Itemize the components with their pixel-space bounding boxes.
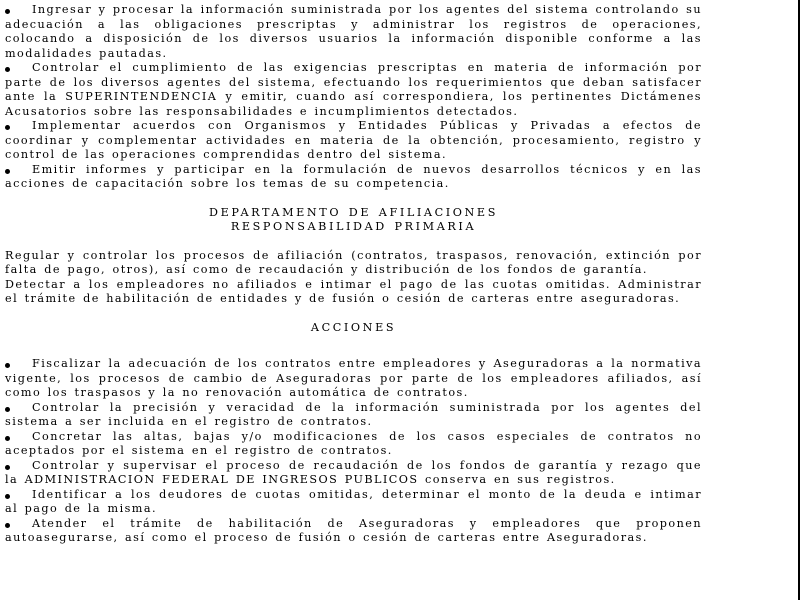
bullet-icon — [5, 436, 10, 441]
actions-list — [5, 357, 702, 546]
department-title: DEPARTAMENTO DE AFILIACIONES — [209, 205, 498, 219]
list-item — [5, 401, 702, 430]
list-item — [5, 517, 702, 546]
list-item — [5, 357, 702, 401]
list-item — [5, 163, 702, 192]
bullet-icon — [5, 169, 10, 174]
bullet-icon — [5, 523, 10, 528]
list-item-text: Atender el trámite de habilitación de Aseguradoras y empleadores que proponen autoasegurarse, así como el proceso de fusión o cesión de carteras entre Aseguradoras. — [5, 516, 702, 544]
list-item — [5, 3, 702, 61]
responsibility-paragraph: Detectar a los empleadores no afiliados e intimar el pago de las cuotas omitidas. Administrar el trámite de habilitación de entidades y de fusión o cesión de carteras entre aseguradoras. — [5, 277, 702, 305]
list-item — [5, 61, 702, 119]
bullet-icon — [5, 407, 10, 412]
list-item-text: Implementar acuerdos con Organismos y Entidades Públicas y Privadas a efectos de coordinar y complementar actividades en materia de la obtención, procesamiento, registro y control de las operaciones comprendidas dentro del sistema. — [5, 119, 702, 161]
list-item-text: Ingresar y procesar la información suministrada por los agentes del sistema controlando su adecuación a las obligaciones prescriptas y administrar los registros de operaciones, colocando a disposición de los diversos usuarios la información disponible conforme a las modalidades pautadas. — [5, 3, 702, 60]
list-item-text: Controlar el cumplimiento de las exigencias prescriptas en materia de información por parte de los diversos agentes del sistema, efectuando los requerimientos que deban satisfacer ante la SUPERINTENDENCIA y emitir, cuando así correspondiera, los pertinentes Dictámenes Acusatorios sobre las responsabilidades e incumplimientos detectados. — [5, 61, 702, 118]
bullet-icon — [5, 67, 10, 72]
section-subtitle: RESPONSABILIDAD PRIMARIA — [230, 220, 477, 233]
bullet-icon — [5, 125, 10, 130]
bullet-icon — [5, 363, 10, 368]
list-item — [5, 488, 702, 517]
list-item-text: Controlar la precisión y veracidad de la información suministrada por los agentes del sistema a ser incluida en el registro de contratos. — [5, 400, 702, 428]
list-item — [5, 119, 702, 163]
list-item-text: Emitir informes y participar en la formulación de nuevos desarrollos técnicos y en las acciones de capacitación sobre los temas de su competencia. — [5, 162, 702, 190]
list-item-text: Concretar las altas, bajas y/o modificaciones de los casos especiales de contratos no aceptados por el sistema en el registro de contratos. — [5, 429, 702, 457]
list-item — [5, 459, 702, 488]
list-item-text: Identificar a los deudores de cuotas omitidas, determinar el monto de la deuda e intimar al pago de la misma. — [5, 487, 702, 515]
list-item-text: Fiscalizar la adecuación de los contratos entre empleadores y Aseguradoras a la normativa vigente, los procesos de cambio de Aseguradoras por parte de los empleadores afiliados, así como los traspasos y la no renovación automática de contratos. — [5, 357, 702, 399]
bullet-icon — [5, 465, 10, 470]
responsibility-paragraph: Regular y controlar los procesos de afiliación (contratos, traspasos, renovación, extinción por falta de pago, otros), así como de recaudación y distribución de los fondos de garantía. — [5, 248, 702, 276]
document-content — [5, 3, 702, 546]
top-bullet-list — [5, 3, 702, 192]
actions-title: ACCIONES — [310, 320, 397, 334]
list-item-text: Controlar y supervisar el proceso de recaudación de los fondos de garantía y rezago que la ADMINISTRACION FEDERAL DE INGRESOS PUBLICOS conserva en sus registros. — [5, 458, 702, 486]
bullet-icon — [5, 494, 10, 499]
bullet-icon — [5, 9, 10, 14]
list-item — [5, 430, 702, 459]
